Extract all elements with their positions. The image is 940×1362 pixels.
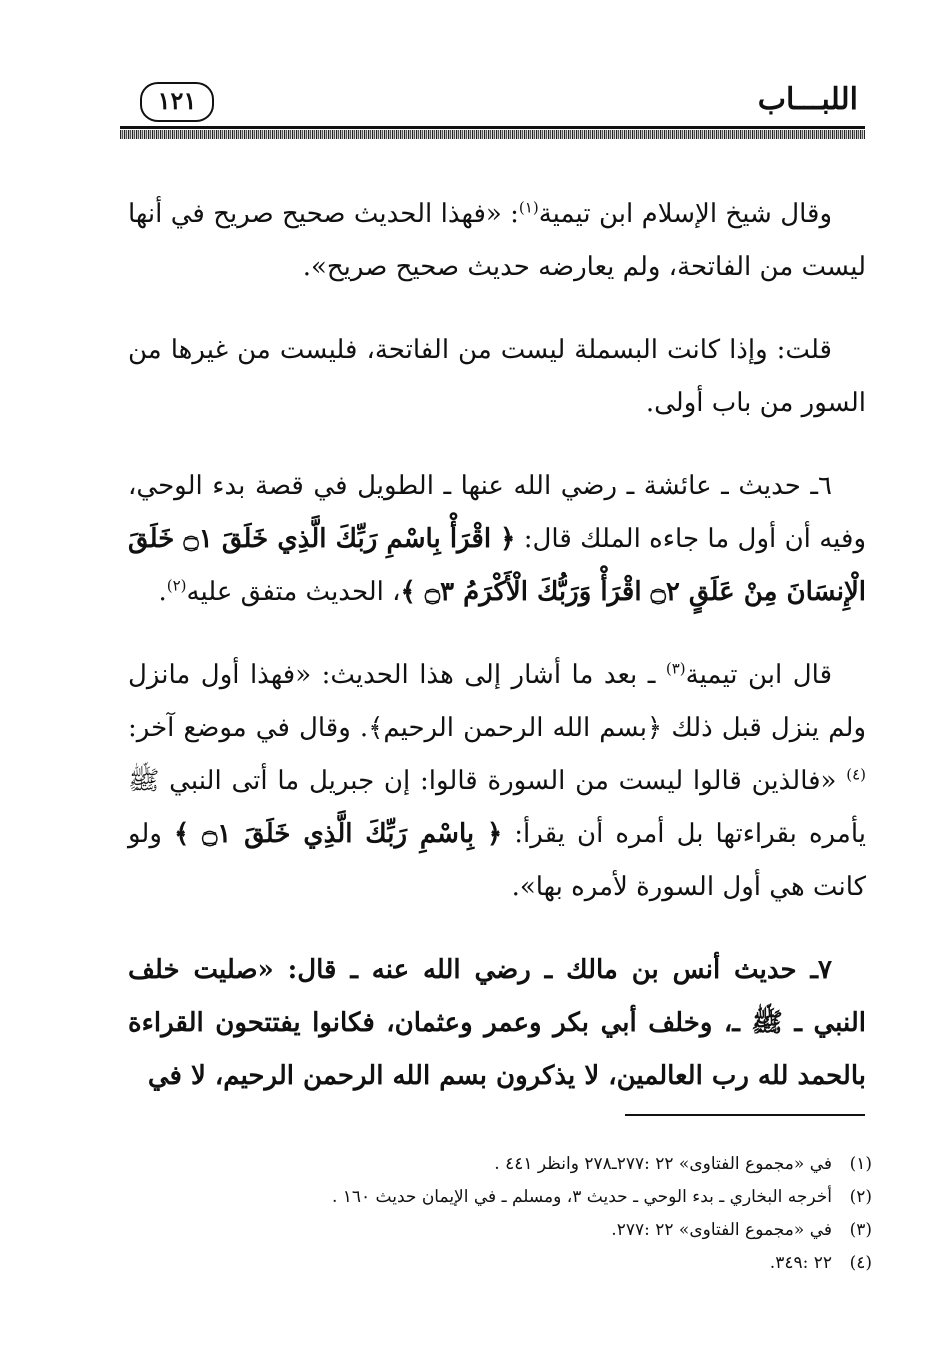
footnote-ref-3: (٣)	[665, 659, 686, 678]
footnote-ref-2: (٢)	[166, 576, 187, 595]
footnote-2: (٢)أخرجه البخاري ـ بدء الوحي ـ حديث ٣، ومسلم ـ في الإيمان حديث ١٦٠ .	[331, 1187, 872, 1207]
footnote-4: (٤)٢٢ :٣٤٩.	[769, 1253, 872, 1273]
paragraph-conclusion: قلت: وإذا كانت البسملة ليست من الفاتحة، فليست من غيرها من السور من باب أولى.	[128, 335, 866, 418]
paragraph-hadith-anas: ٧ـ حديث أنس بن مالك ـ رضي الله عنه ـ قال: «صليت خلف النبي ـ ﷺ ـ، وخلف أبي بكر وعمر وعثمان، فكانوا يفتتحون القراءة بالحمد لله رب العالمين، لا يذكرون بسم الله الرحمن الرحيم، لا في	[128, 955, 866, 1091]
footnote-ref-4: (٤)	[846, 765, 866, 784]
paragraph-ibn-taymiyyah-second: قال ابن تيمية$^{(٣)}$ ـ بعد ما أشار إلى هذا الحديث: «فهذا أول مانزل ولم ينزل قبل ذلك ﴿بسم الله الرحمن الرحيم﴾. وقال في موضع آخر:$^{(٤)}$ «فالذين قالوا ليست من السورة قالوا: إن جبريل ما أتى النبي ﷺ يأمره بقراءتها بل أمره أن يقرأ: ﴿ بِاسْمِ رَبِّكَ الَّذِي خَلَقَ ۝١ ﴾ ولو كانت هي أول السورة لأمره بها».	[128, 659, 866, 902]
footnote-3: (٣)في «مجموع الفتاوى» ٢٢ :٢٧٧.	[611, 1220, 872, 1240]
running-header-title: اللبـــاب	[757, 82, 858, 117]
header-rule	[120, 126, 865, 140]
footnote-ref-1: (١)	[518, 198, 539, 217]
page-number: ١٢١	[140, 82, 214, 122]
footnote-separator	[625, 1114, 865, 1116]
paragraph-hadith-aisha: ٦ـ حديث ـ عائشة ـ رضي الله عنها ـ الطويل في قصة بدء الوحي، وفيه أن أول ما جاءه الملك قال: ﴿ اقْرَأْ بِاسْمِ رَبِّكَ الَّذِي خَلَقَ ۝١ خَلَقَ الْإِنسَانَ مِنْ عَلَقٍ ۝٢ اقْرَأْ وَرَبُّكَ الْأَكْرَمُ ۝٣ ﴾، الحديث متفق عليه$^{(٢)}$.	[128, 471, 867, 607]
main-text	[128, 188, 866, 1133]
footnotes	[112, 1148, 872, 1280]
quran-verse: ﴿ بِاسْمِ رَبِّكَ الَّذِي خَلَقَ ۝١ ﴾	[173, 819, 503, 849]
quran-verse: ﴿ اقْرَأْ بِاسْمِ رَبِّكَ الَّذِي خَلَقَ ۝١ خَلَقَ الْإِنسَانَ مِنْ عَلَقٍ ۝٢ اقْرَأْ وَرَبُّكَ الْأَكْرَمُ ۝٣ ﴾	[128, 524, 866, 607]
paragraph-ibn-taymiyyah-quote: وقال شيخ الإسلام ابن تيمية$^{(١)}$: «فهذا الحديث صحيح صريح في أنها ليست من الفاتحة، ولم يعارضه حديث صحيح صريح».	[128, 198, 866, 282]
footnote-1: (١)في «مجموع الفتاوى» ٢٢ :٢٧٧ـ٢٧٨ وانظر ٤٤١ .	[494, 1154, 872, 1174]
